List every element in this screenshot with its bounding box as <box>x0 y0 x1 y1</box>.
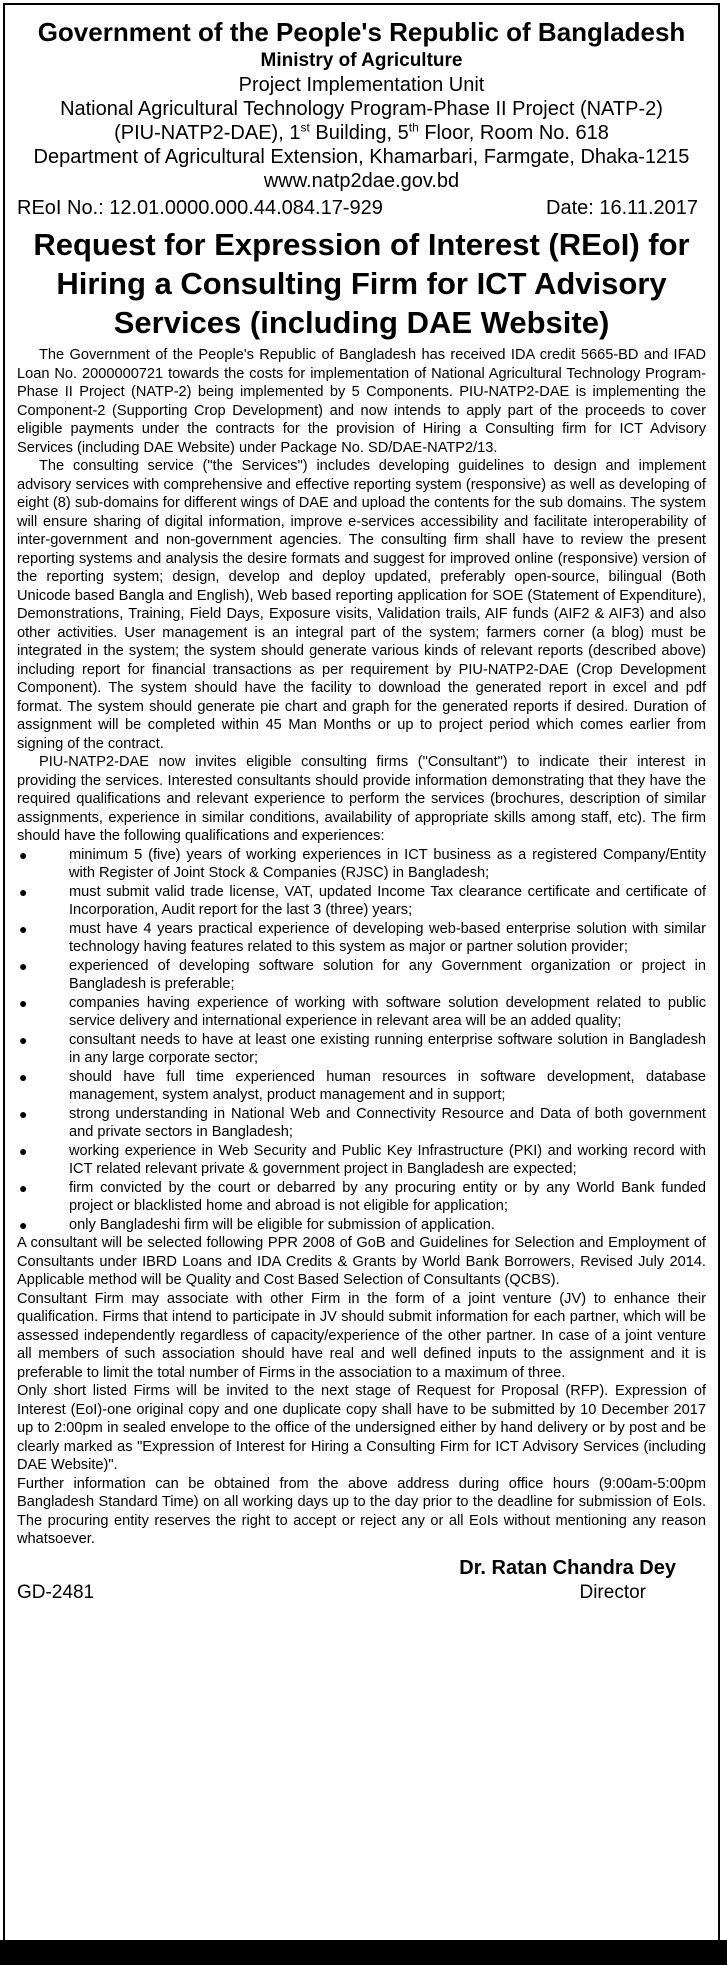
list-item <box>17 1105 706 1142</box>
signatory-designation: Director <box>579 1581 646 1603</box>
paragraph-further-info: Further information can be obtained from the above address during office hours (9:00am-5:00pm Bangladesh Standard Time) on all working days up to the day prior to the deadline for submission of EoIs. The procuring entity reserves the right to accept or reject any or all EoIs without mentioning any reason whatsoever. <box>17 1475 706 1547</box>
requirement-text: only Bangladeshi firm will be eligible for submission of application. <box>69 1216 495 1233</box>
bottom-bar <box>0 1940 727 1965</box>
bullet-icon: ● <box>19 994 28 1011</box>
notice-code: GD-2481 <box>17 1581 95 1603</box>
bullet-icon: ● <box>19 1179 28 1196</box>
notice-title: Request for Expression of Interest (REoI) for Hiring a Consulting Firm for ICT Advisory Services (including DAE Website) <box>33 227 690 340</box>
bullet-icon: ● <box>19 1142 28 1159</box>
requirement-text: must have 4 years practical experience of developing web-based enterprise solution with similar technology having features related to this system as major or partner solution provider; <box>69 920 706 955</box>
list-item <box>17 883 706 920</box>
address-part-1: (PIU-NATP2-DAE), 1 <box>114 122 301 144</box>
bullet-icon: ● <box>19 883 28 900</box>
requirement-text: firm convicted by the court or debarred by any procuring entity or by any World Bank funded project or blacklisted home and abroad is not eligible for application; <box>69 1179 706 1214</box>
address-part-3: Floor, Room No. 618 <box>418 122 609 144</box>
footer-row <box>17 1581 706 1605</box>
requirement-text: must submit valid trade license, VAT, updated Income Tax clearance certificate and certificate of Incorporation, Audit report for the last 3 (three) years; <box>69 883 706 918</box>
paragraph-joint-venture: Consultant Firm may associate with other Firm in the form of a joint venture (JV) to enhance their qualification. Firms that intend to participate in JV should submit information for each partner, which will be assessed independently regardless of capacity/experience of the other partner. In case of a joint venture all members of such association should have real and well defined inputs to the assignment and it is preferable to limit the total number of Firms in the association to a maximum of three. <box>17 1290 706 1381</box>
requirement-text: consultant needs to have at least one existing running enterprise software solution in Bangladesh in any large corporate sector; <box>69 1031 706 1066</box>
list-item <box>17 846 706 883</box>
department-line: Department of Agricultural Extension, Khamarbari, Farmgate, Dhaka-1215 <box>33 146 690 168</box>
paragraph-submission: Only short listed Firms will be invited to the next stage of Request for Proposal (RFP). Expression of Interest (EoI)-one original copy and one duplicate copy shall have to be submitted by 10 December 2017 up to 2:00pm in sealed envelope to the office of the undersigned either by hand delivery or by post and be clearly marked as "Expression of Interest for Hiring a Consulting Firm for ICT Advisory Services (including DAE Website)". <box>17 1383 706 1473</box>
reference-row <box>17 195 706 221</box>
list-item <box>17 1068 706 1105</box>
bullet-icon: ● <box>19 1105 28 1122</box>
list-item <box>17 1179 706 1216</box>
paragraph-selection: A consultant will be selected following PPR 2008 of GoB and Guidelines for Selection and Employment of Consultants under IBRD Loans and IDA Credits & Grants by World Bank Borrowers, Revised July 2014. Applicable method will be Quality and Cost Based Selection of Consultants (QCBS). <box>17 1235 706 1288</box>
list-item <box>17 1216 706 1235</box>
address-sup-1: st <box>300 120 310 135</box>
address-part-2: Building, 5 <box>309 122 409 144</box>
website-line: www.natp2dae.gov.bd <box>263 170 460 192</box>
requirement-text: companies having experience of working with software solution development related to public service delivery and international experience in relevant area will be an added quality; <box>69 994 706 1029</box>
requirement-text: should have full time experienced human resources in software development, database management, system analyst, product management and in support; <box>69 1068 706 1103</box>
reoi-number: REoI No.: 12.01.0000.000.44.084.17-929 <box>17 197 383 219</box>
address-sup-2: th <box>408 120 419 135</box>
bullet-icon: ● <box>19 1216 28 1233</box>
notice-date: Date: 16.11.2017 <box>546 197 698 219</box>
list-item <box>17 957 706 994</box>
list-item <box>17 1031 706 1068</box>
list-item <box>17 994 706 1031</box>
list-item <box>17 920 706 957</box>
ministry-heading: Ministry of Agriculture <box>260 50 463 71</box>
notice-frame <box>3 3 720 1954</box>
government-heading: Government of the People's Republic of Bangladesh <box>37 17 686 47</box>
requirements-list <box>17 846 706 1235</box>
address-line <box>17 121 706 145</box>
unit-line: Project Implementation Unit <box>238 74 485 96</box>
paragraph-invitation: PIU-NATP2-DAE now invites eligible consulting firms ("Consultant") to indicate their interest in providing the services. Interested consultants should provide information demonstrating that they have the required qualifications and relevant experience to perform the services (brochures, description of similar assignments, experience in similar conditions, availability of appropriate skills among staff, etc). The firm should have the following qualifications and experiences: <box>17 754 706 844</box>
program-line: National Agricultural Technology Program-Phase II Project (NATP-2) <box>60 98 663 120</box>
bullet-icon: ● <box>19 957 28 974</box>
requirement-text: minimum 5 (five) years of working experiences in ICT business as a registered Company/Entity with Register of Joint Stock & Companies (RJSC) in Bangladesh; <box>69 846 706 881</box>
paragraph-intro: The Government of the People's Republic of Bangladesh has received IDA credit 5665-BD and IFAD Loan No. 2000000721 towards the costs for implementation of National Agricultural Technology Program-Phase II Project (NATP-2) being implemented by 5 Components. PIU-NATP2-DAE is implementing the Component-2 (Supporting Crop Development) and now intends to apply part of the proceeds to cover eligible payments under the contracts for the provision of Hiring a Consulting firm for ICT Advisory Services (including DAE Website) under Package No. SD/DAE-NATP2/13. <box>17 347 706 456</box>
signatory-name: Dr. Ratan Chandra Dey <box>459 1556 676 1579</box>
notice-content <box>5 5 718 1605</box>
bullet-icon: ● <box>19 1031 28 1048</box>
list-item <box>17 1142 706 1179</box>
requirement-text: experienced of developing software solution for any Government organization or project in Bangladesh is preferable; <box>69 957 706 992</box>
paragraph-services: The consulting service ("the Services") includes developing guidelines to design and implement advisory services with comprehensive and effective reporting system (responsive) as well as developing of eight (8) sub-domains for different wings of DAE and upload the contents for the sub domains. The system will ensure sharing of digital information, improve e-services accessibility and facilitate interoperability of inter-government and non-government agencies. The consulting firm shall have to review the present reporting systems and analysis the desire formats and suggest for improved online (responsive) version of the reporting system; design, develop and deploy updated, preferably open-source, bilingual (Both Unicode based Bangla and English), Web based reporting application for SOE (Statement of Expenditure), Demonstrations, Training, Field Days, Exposure visits, Validation trails, AIF funds (AIF2 & AIF3) and also other activities. User management is an integral part of the system; farmers corner (a blog) must be integrated in the system; the system should generate various kinds of relevant reports (described above) including report for financial transactions as per requirement by PIU-NATP2-DAE (Crop Development Component). The system should have the facility to download the generated report in excel and pdf format. The system should generate pie chart and graph for the generated reports if desired. Duration of assignment will be completed within 45 Man Months or up to project period which comes earlier from signing of the contract. <box>17 458 706 752</box>
bullet-icon: ● <box>19 846 28 863</box>
bullet-icon: ● <box>19 920 28 937</box>
bullet-icon: ● <box>19 1068 28 1085</box>
requirement-text: strong understanding in National Web and Connectivity Resource and Data of both government and private sectors in Bangladesh; <box>69 1105 706 1140</box>
requirement-text: working experience in Web Security and Public Key Infrastructure (PKI) and working record with ICT related relevant private & government project in Bangladesh are expected; <box>69 1142 706 1177</box>
